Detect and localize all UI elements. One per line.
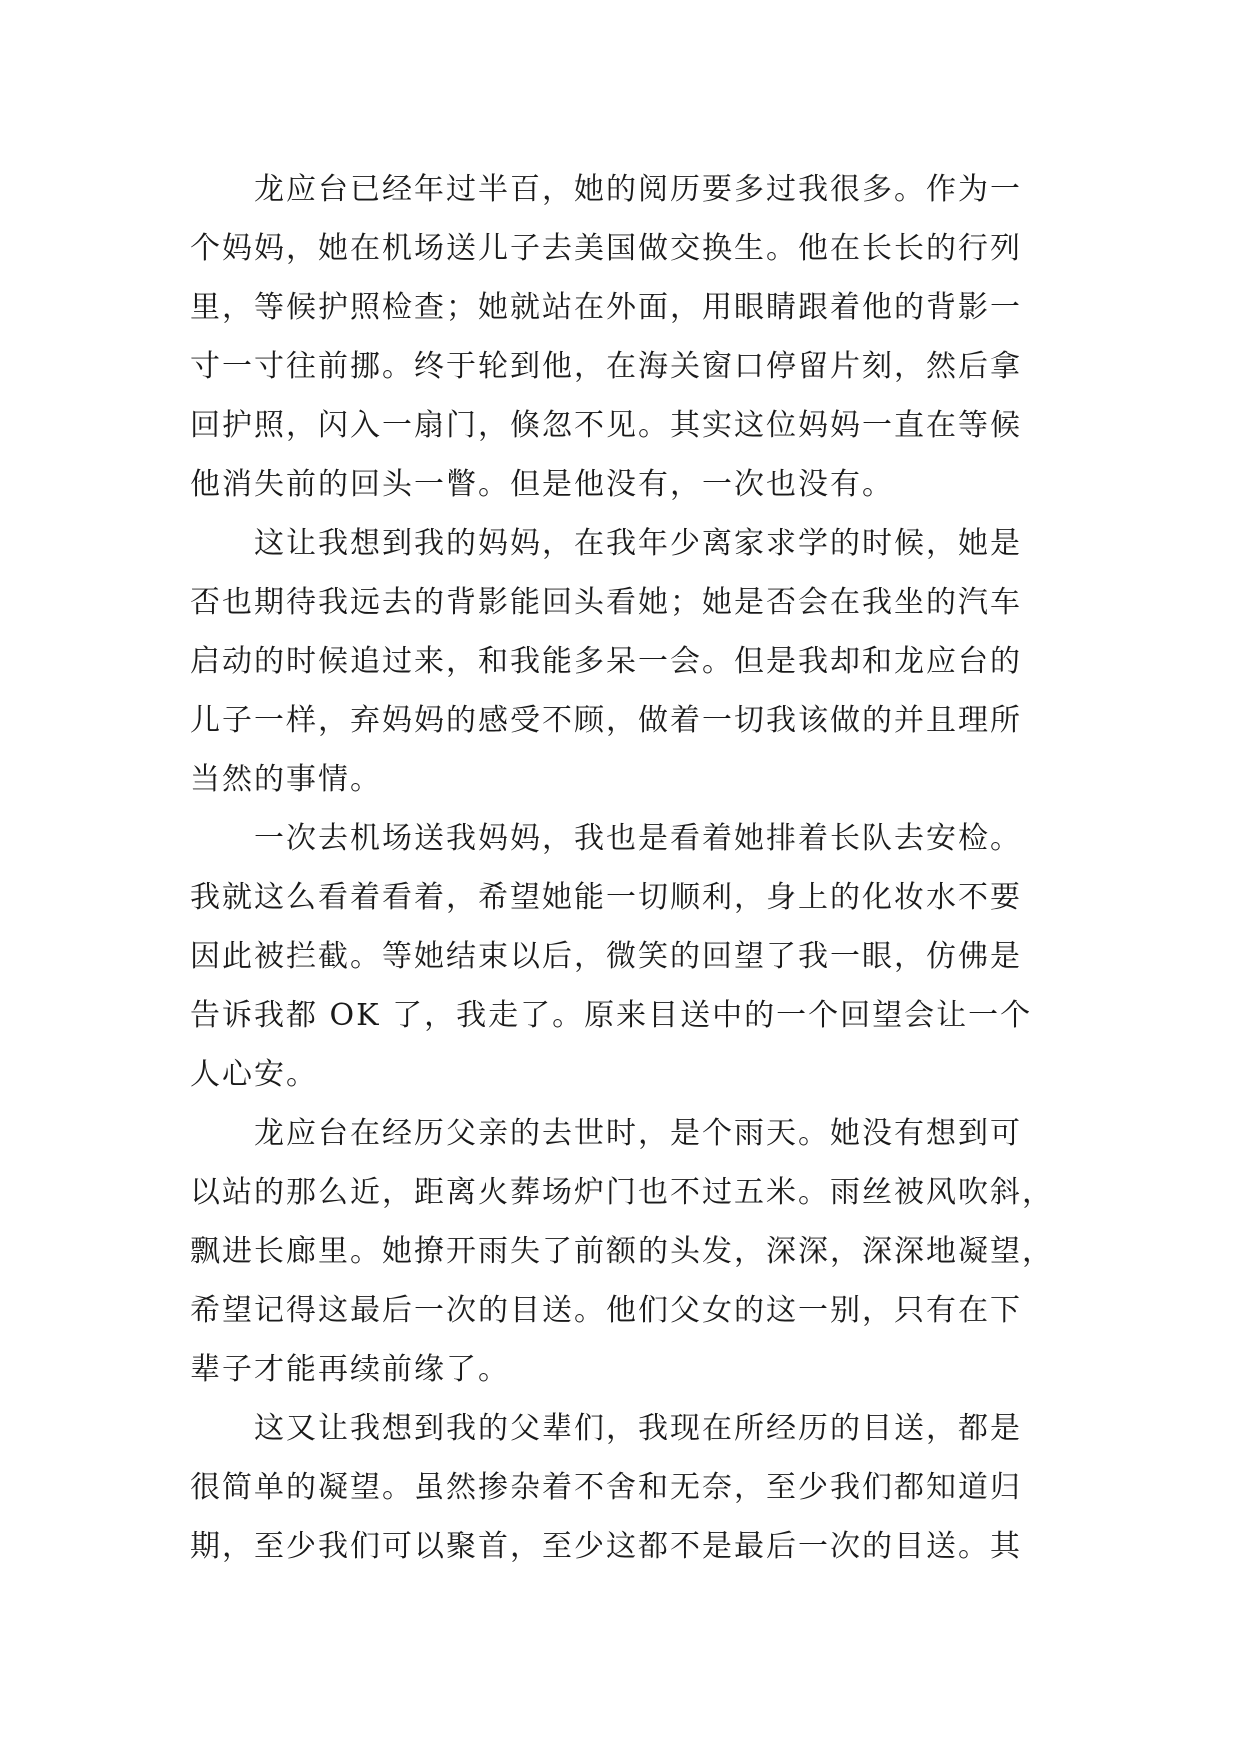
text-line: 辈子才能再续前缘了。 (190, 1352, 510, 1387)
text-line: 飘进长廊里。她撩开雨失了前额的头发，深深，深深地凝望， (190, 1234, 1054, 1269)
text-line: 个妈妈，她在机场送儿子去美国做交换生。他在长长的行列 (190, 231, 1022, 266)
paragraph-3 (190, 809, 1050, 1104)
text-line: 他消失前的回头一瞥。但是他没有，一次也没有。 (190, 467, 894, 502)
text-line: 龙应台已经年过半百，她的阅历要多过我很多。作为一 (254, 172, 1022, 207)
text-line: 龙应台在经历父亲的去世时，是个雨天。她没有想到可 (254, 1116, 1022, 1151)
paragraph-1 (190, 160, 1050, 514)
text-line: 里，等候护照检查；她就站在外面，用眼睛跟着他的背影一 (190, 290, 1022, 325)
text-line: 以站的那么近，距离火葬场炉门也不过五米。雨丝被风吹斜， (190, 1175, 1054, 1210)
paragraph-5 (190, 1399, 1050, 1576)
text-line: 当然的事情。 (190, 762, 382, 797)
text-line: 否也期待我远去的背影能回头看她；她是否会在我坐的汽车 (190, 585, 1022, 620)
text-line: 告诉我都 OK 了，我走了。原来目送中的一个回望会让一个 (190, 998, 1033, 1033)
text-line: 希望记得这最后一次的目送。他们父女的这一别，只有在下 (190, 1293, 1022, 1328)
text-line: 这又让我想到我的父辈们，我现在所经历的目送，都是 (254, 1411, 1022, 1446)
text-line: 一次去机场送我妈妈，我也是看着她排着长队去安检。 (254, 821, 1022, 856)
text-line: 回护照，闪入一扇门，倏忽不见。其实这位妈妈一直在等候 (190, 408, 1022, 443)
text-line: 人心安。 (190, 1057, 318, 1092)
text-line: 寸一寸往前挪。终于轮到他，在海关窗口停留片刻，然后拿 (190, 349, 1022, 384)
text-line: 很简单的凝望。虽然掺杂着不舍和无奈，至少我们都知道归 (190, 1470, 1022, 1505)
paragraph-2 (190, 514, 1050, 809)
text-line: 因此被拦截。等她结束以后，微笑的回望了我一眼，仿佛是 (190, 939, 1022, 974)
text-line: 启动的时候追过来，和我能多呆一会。但是我却和龙应台的 (190, 644, 1022, 679)
paragraph-4 (190, 1104, 1054, 1399)
text-line: 期，至少我们可以聚首，至少这都不是最后一次的目送。其 (190, 1529, 1022, 1564)
text-line: 儿子一样，弃妈妈的感受不顾，做着一切我该做的并且理所 (190, 703, 1022, 738)
document-body (190, 160, 1054, 1576)
text-line: 这让我想到我的妈妈，在我年少离家求学的时候，她是 (254, 526, 1022, 561)
text-line: 我就这么看着看着，希望她能一切顺利，身上的化妆水不要 (190, 880, 1022, 915)
